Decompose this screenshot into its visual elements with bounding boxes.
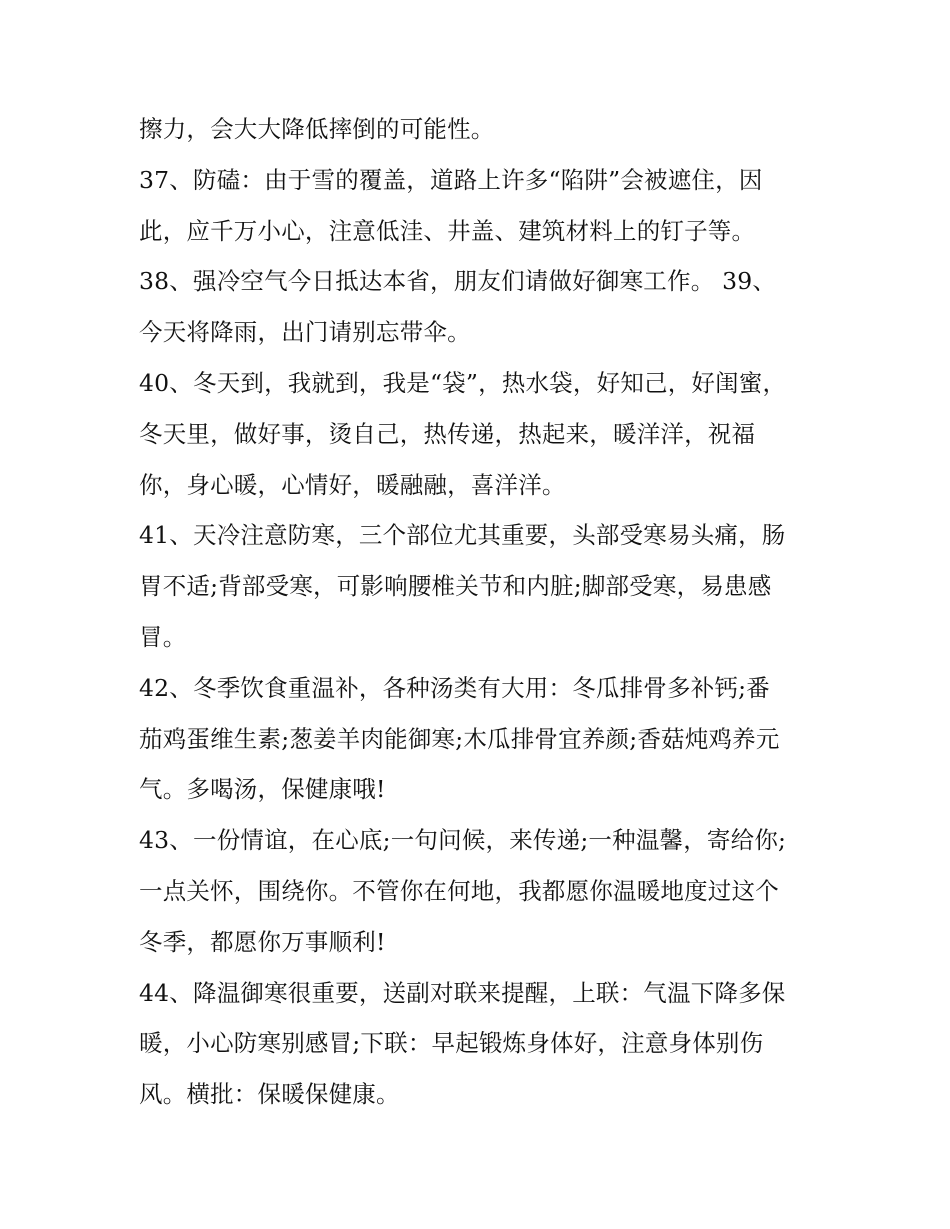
text-line: 擦力，会大大降低摔倒的可能性。 xyxy=(139,115,495,143)
document-body xyxy=(139,104,829,1120)
text-line: 冒。 xyxy=(139,622,187,651)
text-line: 43、一份情谊，在心底;一句问候，来传递;一种温馨，寄给你; xyxy=(139,826,787,855)
text-line: 暖，小心防寒别感冒;下联：早起锻炼身体好，注意身体别伤 xyxy=(139,1029,764,1058)
text-line: 胃不适;背部受寒，可影响腰椎关节和内脏;脚部受寒，易患感 xyxy=(139,572,772,601)
text-line: 茄鸡蛋维生素;葱姜羊肉能御寒;木瓜排骨宜养颜;香菇炖鸡养元 xyxy=(139,724,780,753)
text-line: 今天将降雨，出门请别忘带伞。 xyxy=(139,318,471,347)
text-line: 41、天冷注意防寒，三个部位尤其重要，头部受寒易头痛，肠 xyxy=(139,521,786,550)
text-line: 冬季，都愿你万事顺利! xyxy=(139,927,386,956)
text-line: 37、防磕：由于雪的覆盖，道路上许多“陷阱”会被遮住，因 xyxy=(139,165,763,194)
text-line: 44、降温御寒很重要，送副对联来提醒，上联：气温下降多保 xyxy=(139,978,786,1007)
text-line: 38、强冷空气今日抵达本省，朋友们请做好御寒工作。 39、 xyxy=(139,267,777,296)
text-line: 42、冬季饮食重温补，各种汤类有大用：冬瓜排骨多补钙;番 xyxy=(139,673,770,702)
text-line: 气。多喝汤，保健康哦! xyxy=(139,775,386,804)
text-line: 你，身心暖，心情好，暖融融，喜洋洋。 xyxy=(139,470,566,499)
text-line: 风。横批：保暖保健康。 xyxy=(139,1080,400,1109)
text-line: 冬天里，做好事，烫自己，热传递，热起来，暖洋洋，祝福 xyxy=(139,419,756,448)
text-line: 此，应千万小心，注意低洼、井盖、建筑材料上的钉子等。 xyxy=(139,216,756,245)
text-line: 40、冬天到，我就到，我是“袋”，热水袋，好知己，好闺蜜， xyxy=(139,368,787,397)
text-line: 一点关怀，围绕你。不管你在何地，我都愿你温暖地度过这个 xyxy=(139,876,779,905)
